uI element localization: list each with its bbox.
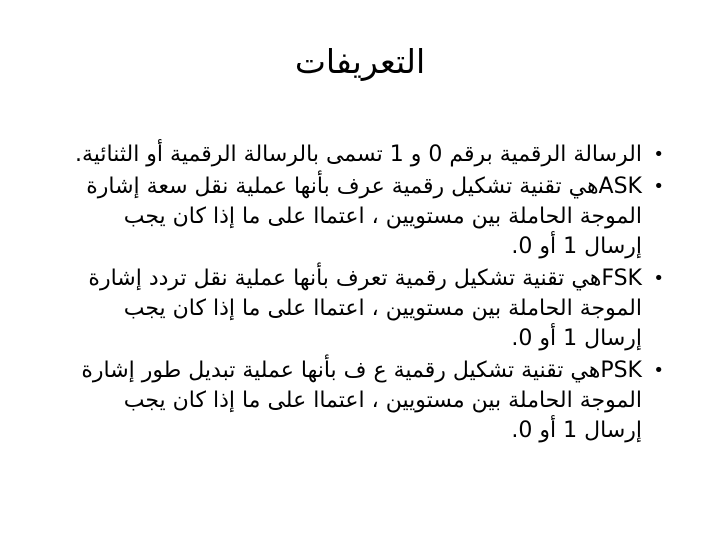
- bullet-dot-icon: •: [653, 144, 664, 165]
- bullet-line: ASKهي تقنية تشكيل رقمية عرف بأنها عملية نقل سعة إشارة: [86, 174, 642, 199]
- bullet-item: [60, 356, 664, 446]
- bullet-line: إرسال 1 أو 0.: [511, 234, 642, 259]
- bullet-dot-icon: •: [653, 268, 664, 289]
- bullet-item: [60, 172, 664, 262]
- bullet-line: إرسال 1 أو 0.: [511, 326, 642, 351]
- bullet-item: [60, 264, 664, 354]
- bullet-item: [60, 140, 664, 170]
- slide-title: التعريفات: [294, 42, 426, 81]
- bullet-line: الرسالة الرقمية برقم 0 و 1 تسمى بالرسالة الرقمية أو الثنائية.: [74, 142, 642, 167]
- bullet-list: [60, 140, 664, 446]
- bullet-line: الموجة الحاملة بين مستويين ، اعتماا على ما إذا كان يجب: [123, 296, 642, 321]
- bullet-line: الموجة الحاملة بين مستويين ، اعتماا على ما إذا كان يجب: [123, 388, 642, 413]
- bullet-dot-icon: •: [653, 176, 664, 197]
- bullet-dot-icon: •: [653, 360, 664, 381]
- bullet-line: إرسال 1 أو 0.: [511, 418, 642, 443]
- bullet-line: PSKهي تقنية تشكيل رقمية ع ف بأنها عملية تبديل طور إشارة: [81, 358, 642, 383]
- bullet-line: الموجة الحاملة بين مستويين ، اعتماا على ما إذا كان يجب: [123, 204, 642, 229]
- bullet-line: FSKهي تقنية تشكيل رقمية تعرف بأنها عملية نقل تردد إشارة: [88, 266, 642, 291]
